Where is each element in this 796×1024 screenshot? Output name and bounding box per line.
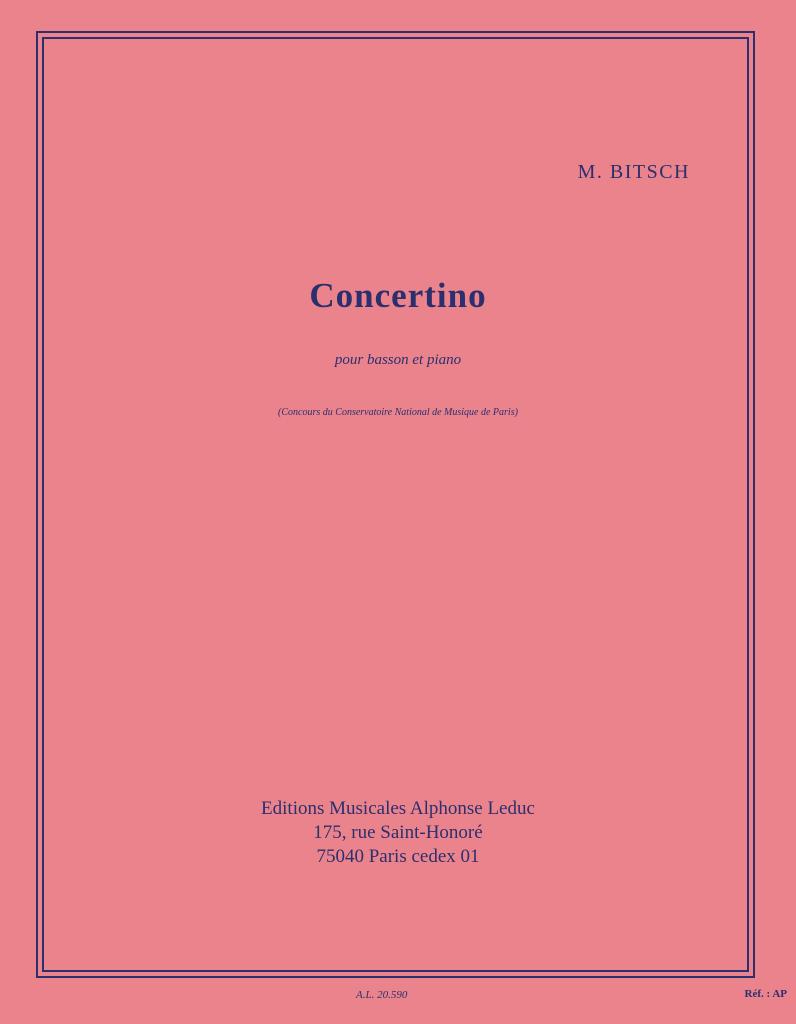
publisher-city: 75040 Paris cedex 01 — [316, 846, 480, 867]
work-title: Concertino — [309, 276, 487, 315]
catalog-number: A.L. 20.590 — [356, 989, 408, 1001]
reference-code: Réf. : AP — [744, 988, 787, 1000]
publisher-address: 175, rue Saint-Honoré — [313, 822, 483, 843]
competition-note: (Concours du Conservatoire National de Musique de Paris) — [278, 407, 518, 418]
instrumentation: pour basson et piano — [334, 352, 462, 368]
publisher-name: Editions Musicales Alphonse Leduc — [261, 798, 535, 819]
composer-name: M. BITSCH — [577, 161, 690, 183]
publisher-block — [0, 797, 796, 869]
